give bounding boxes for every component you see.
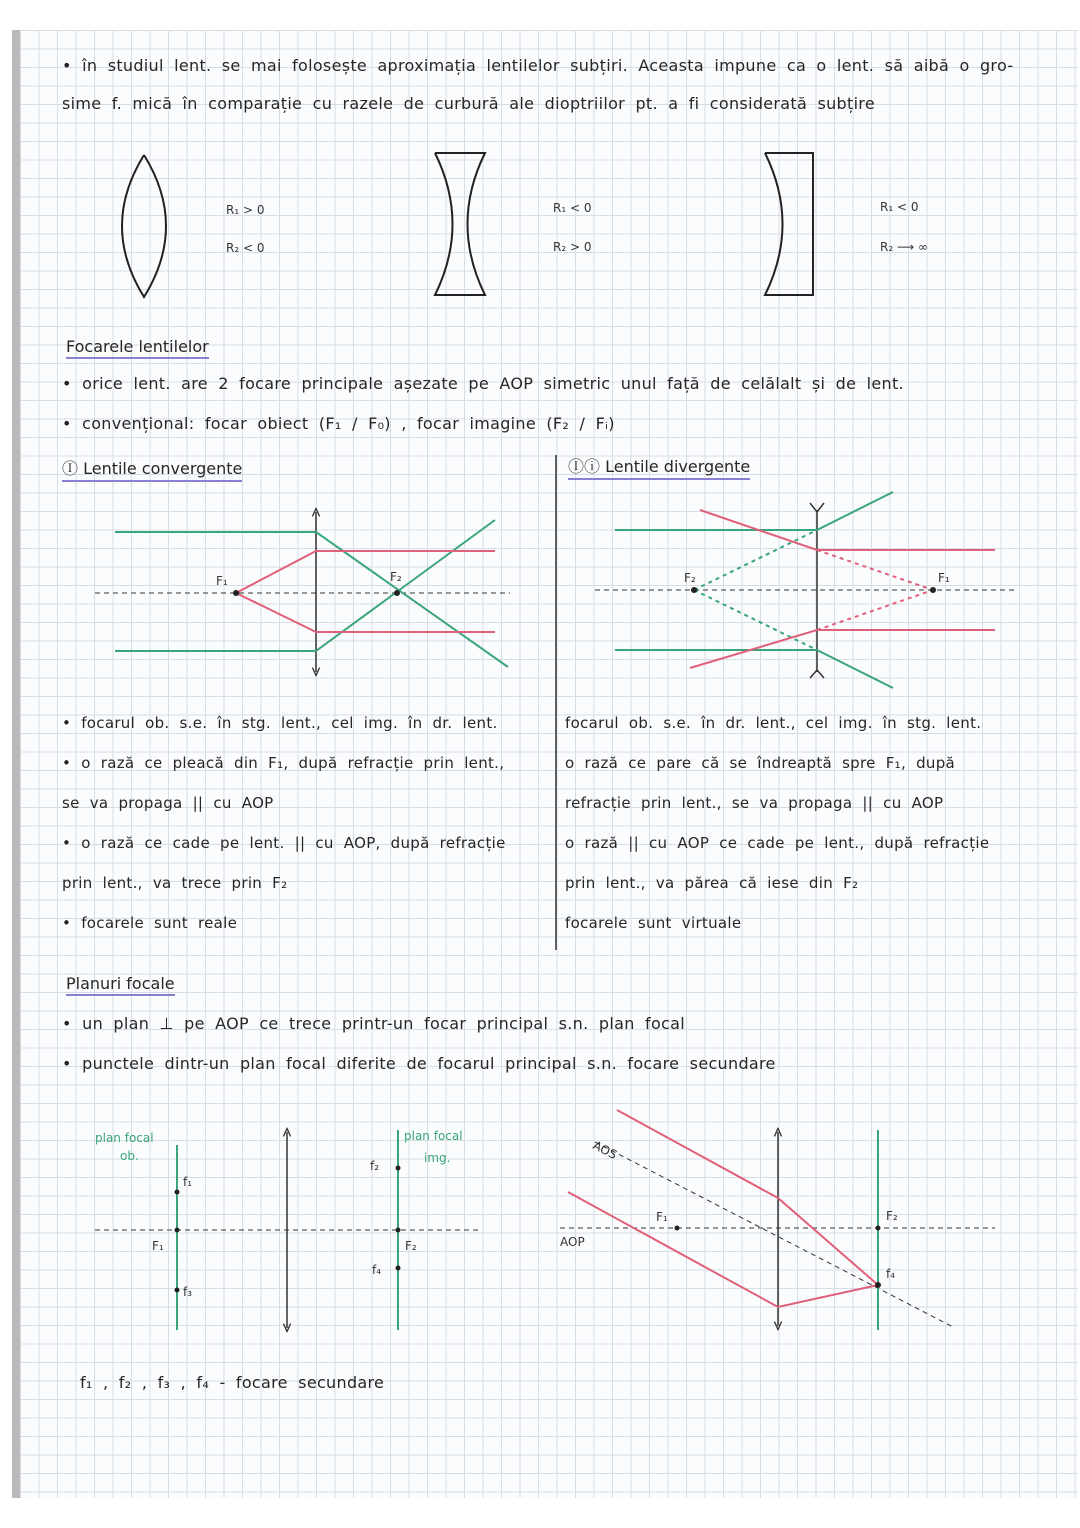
biconvex-lens: [122, 155, 166, 297]
text-line: prin lent., va părea că iese din F₂: [565, 874, 859, 892]
svg-text:plan focal: plan focal: [404, 1129, 463, 1143]
svg-text:f₄: f₄: [372, 1263, 382, 1277]
diverging-diagram: [595, 492, 1015, 688]
svg-text:F₂: F₂: [886, 1209, 898, 1223]
biconcave-lens: [435, 153, 485, 295]
lens3-r2: R₂ ⟶ ∞: [880, 240, 928, 254]
svg-text:AOS: AOS: [590, 1138, 620, 1163]
section-title-convergente: Ⓘ Lentile convergente: [62, 456, 242, 482]
svg-text:img.: img.: [424, 1151, 451, 1165]
text-line: focarul ob. s.e. în dr. lent., cel img. în stg. lent.: [565, 714, 982, 732]
label-f1: F₁: [216, 574, 228, 588]
secondary-axis: [595, 1142, 955, 1328]
svg-text:f₁: f₁: [183, 1175, 193, 1189]
lens2-r1: R₁ < 0: [553, 201, 592, 215]
svg-text:AOP: AOP: [560, 1235, 585, 1249]
secondary-focus-diagram: [560, 1110, 995, 1330]
focare-bullet-1: • orice lent. are 2 focare principale așezate pe AOP simetric unul față de celălalt și de lent.: [62, 374, 904, 393]
svg-text:f₃: f₃: [183, 1285, 193, 1299]
svg-text:F₂: F₂: [405, 1239, 417, 1253]
svg-text:f₂: f₂: [370, 1159, 380, 1173]
intro-line-1: • în studiul lent. se mai folosește aproximația lentilelor subțiri. Aceasta impune ca o lent. să aibă o gro-: [62, 56, 1014, 75]
section-title-planuri: Planuri focale: [66, 974, 175, 996]
label-f1: F₁: [938, 571, 950, 585]
text-line: • o rază ce cade pe lent. || cu AOP, după refracție: [62, 834, 506, 852]
text-line: o rază || cu AOP ce cade pe lent., după refracție: [565, 834, 990, 852]
text-line: o rază ce pare că se îndreaptă spre F₁, după: [565, 754, 956, 772]
text-line: prin lent., va trece prin F₂: [62, 874, 288, 892]
text-line: se va propaga || cu AOP: [62, 794, 274, 812]
section-title-focare: Focarele lentilelor: [66, 337, 209, 359]
svg-text:plan focal: plan focal: [95, 1131, 154, 1145]
footer-note: f₁ , f₂ , f₃ , f₄ - focare secundare: [80, 1373, 385, 1392]
svg-text:ob.: ob.: [120, 1149, 139, 1163]
lens1-r1: R₁ > 0: [226, 203, 265, 217]
text-line: • o rază ce pleacă din F₁, după refracție prin lent.,: [62, 754, 505, 772]
planuri-bullet-2: • punctele dintr-un plan focal diferite de focarul principal s.n. focare secundare: [62, 1054, 776, 1073]
lens2-r2: R₂ > 0: [553, 240, 592, 254]
text-line: refracție prin lent., se va propaga || cu AOP: [565, 794, 944, 812]
svg-text:F₁: F₁: [656, 1210, 668, 1224]
text-line: • focarele sunt reale: [62, 914, 238, 932]
planuri-bullet-1: • un plan ⊥ pe AOP ce trece printr-un focar principal s.n. plan focal: [62, 1014, 685, 1033]
focal-planes-diagram: [95, 1129, 480, 1330]
planoconcave-lens: [765, 153, 813, 295]
text-line: • focarul ob. s.e. în stg. lent., cel img. în dr. lent.: [62, 714, 498, 732]
converging-diagram: [95, 512, 510, 672]
label-f2: F₂: [390, 570, 402, 584]
svg-text:f₄: f₄: [886, 1267, 896, 1281]
section-title-divergente: Ⓘⓘ Lentile divergente: [568, 454, 750, 480]
focare-bullet-2: • convențional: focar obiect (F₁ / F₀) , focar imagine (F₂ / Fᵢ): [62, 414, 615, 433]
intro-line-2: sime f. mică în comparație cu razele de curbură ale dioptriilor pt. a fi considerată subțire: [62, 94, 875, 113]
text-line: focarele sunt virtuale: [565, 914, 742, 932]
label-f2: F₂: [684, 571, 696, 585]
lens3-r1: R₁ < 0: [880, 200, 919, 214]
svg-text:F₁: F₁: [152, 1239, 164, 1253]
lens1-r2: R₂ < 0: [226, 241, 265, 255]
